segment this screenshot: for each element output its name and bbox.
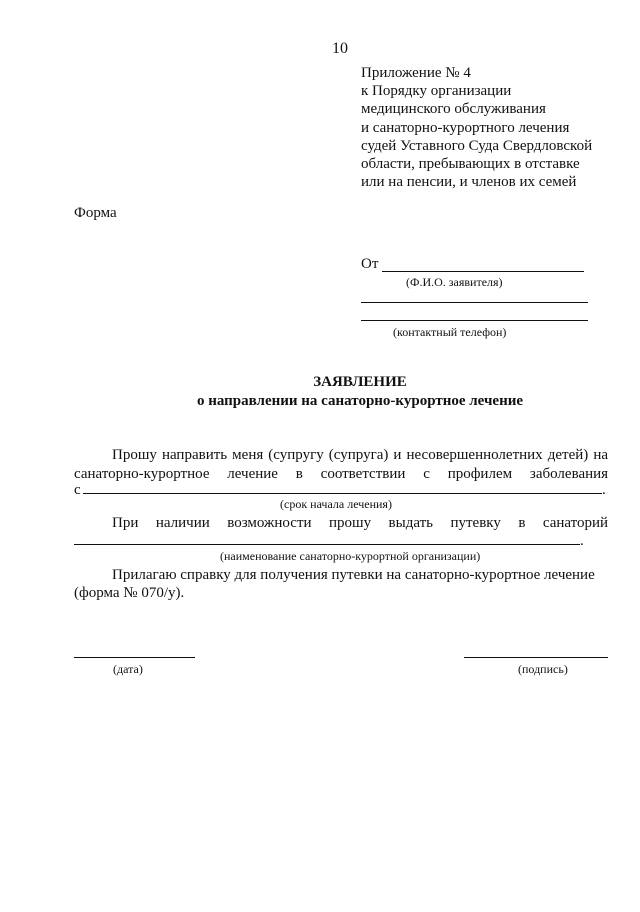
appendix-line: судей Уставного Суда Свердловской — [361, 137, 593, 154]
appendix-line: области, пребывающих в отставке — [361, 156, 580, 173]
word: выдать — [388, 515, 433, 531]
signature-line[interactable] — [464, 657, 608, 658]
word: соответствии — [320, 466, 406, 482]
word: на — [593, 447, 608, 463]
page-number: 10 — [332, 40, 348, 57]
p1-line-3-start: с — [74, 482, 81, 498]
form-label: Форма — [74, 205, 117, 221]
p1-line-3-end: . — [602, 482, 606, 498]
appendix-line: и санаторно-курортного лечения — [361, 119, 570, 136]
from-label: От — [361, 256, 379, 272]
word: (супруга) — [328, 447, 389, 463]
p2-line-2-end: . — [580, 533, 584, 549]
word: При — [112, 515, 139, 531]
word: возможности — [227, 515, 312, 531]
p1-line-1 — [112, 446, 608, 464]
sanatorium-name-line[interactable] — [74, 544, 580, 545]
phone-caption: (контактный телефон) — [393, 325, 507, 339]
word: меня — [232, 447, 264, 463]
word: направить — [161, 447, 228, 463]
word: несовершеннолетних — [406, 447, 543, 463]
appendix-line: Приложение № 4 — [361, 65, 471, 81]
word: в — [518, 515, 526, 531]
applicant-extra-line[interactable] — [361, 302, 588, 303]
word: наличии — [155, 515, 210, 531]
word: лечение — [227, 466, 278, 482]
disease-profile-line[interactable] — [83, 493, 602, 494]
word: и — [393, 447, 402, 463]
word: заболевания — [529, 466, 609, 482]
document-title: ЗАЯВЛЕНИЕ — [313, 374, 407, 390]
org-caption: (наименование санаторно-курортной организации) — [220, 549, 481, 563]
document-subtitle: о направлении на санаторно-курортное лечение — [196, 393, 524, 409]
word: путевку — [450, 515, 501, 531]
appendix-line: медицинского обслуживания — [361, 101, 546, 118]
applicant-name-line[interactable] — [382, 271, 584, 272]
word: санаторно-курортное — [74, 466, 210, 482]
date-line[interactable] — [74, 657, 195, 658]
p3-line-2: (форма № 070/у). — [74, 585, 185, 601]
appendix-header — [361, 64, 592, 191]
word: профилем — [447, 466, 513, 482]
applicant-name-caption: (Ф.И.О. заявителя) — [406, 275, 503, 289]
p3-line-1: Прилагаю справку для получения путевки на санаторно-курортное лечение — [112, 567, 595, 583]
phone-line[interactable] — [361, 320, 588, 321]
p2-line-1 — [112, 514, 608, 532]
word: с — [423, 466, 430, 482]
appendix-line: к Порядку организации — [361, 83, 512, 100]
date-caption: (дата) — [113, 662, 143, 676]
start-date-caption: (срок начала лечения) — [280, 497, 392, 511]
word: Прошу — [112, 447, 157, 463]
p1-line-2 — [74, 465, 608, 483]
word: прошу — [329, 515, 372, 531]
word: детей) — [547, 447, 589, 463]
word: санаторий — [542, 515, 609, 531]
word: (супругу — [268, 447, 324, 463]
signature-caption: (подпись) — [518, 662, 568, 676]
appendix-line: или на пенсии, и членов их семей — [361, 174, 577, 191]
word: в — [295, 466, 303, 482]
